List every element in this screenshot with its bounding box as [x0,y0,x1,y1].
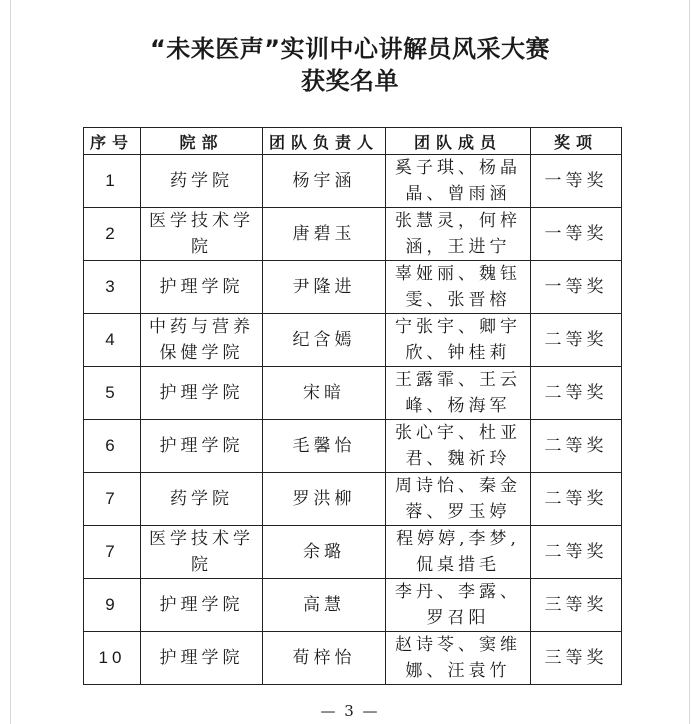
header-team-leader: 团队负责人 [263,128,386,155]
cell-team-members: 王露霏、王云峰、杨海军 [386,367,531,420]
cell-award: 三等奖 [531,579,622,632]
cell-number: 10 [84,632,141,685]
table-row [84,579,622,632]
table-row [84,155,622,208]
document-title: “未来医声”实训中心讲解员风采大赛 [149,35,551,63]
cell-department: 药学院 [141,473,263,526]
header-department: 院部 [141,128,263,155]
cell-award: 二等奖 [531,526,622,579]
table-row [84,632,622,685]
header-award: 奖项 [531,128,622,155]
cell-team-leader: 宋暗 [263,367,386,420]
cell-team-leader: 杨宇涵 [263,155,386,208]
cell-team-members: 宁张宇、卿宇欣、钟桂莉 [386,314,531,367]
cell-department: 中药与营养保健学院 [141,314,263,367]
cell-team-members: 辜娅丽、魏钰雯、张晋榕 [386,261,531,314]
cell-team-members: 周诗怡、秦金蓉、罗玉婷 [386,473,531,526]
cell-number: 3 [84,261,141,314]
cell-number: 7 [84,473,141,526]
cell-department: 护理学院 [141,420,263,473]
cell-number: 1 [84,155,141,208]
header-number: 序号 [84,128,141,155]
cell-team-leader: 罗洪柳 [263,473,386,526]
cell-award: 一等奖 [531,208,622,261]
cell-department: 护理学院 [141,367,263,420]
cell-award: 二等奖 [531,420,622,473]
cell-team-leader: 高慧 [263,579,386,632]
page-number: — 3 — [320,702,380,720]
cell-department: 护理学院 [141,261,263,314]
cell-number: 4 [84,314,141,367]
cell-department: 护理学院 [141,632,263,685]
cell-award: 二等奖 [531,367,622,420]
cell-team-leader: 唐碧玉 [263,208,386,261]
table-row [84,261,622,314]
table-row [84,314,622,367]
table-header-row [84,128,622,155]
award-list-table [83,127,622,685]
cell-team-members: 李丹、李露、罗召阳 [386,579,531,632]
cell-team-members: 奚子琪、杨晶晶、曾雨涵 [386,155,531,208]
cell-team-leader: 毛馨怡 [263,420,386,473]
cell-number: 5 [84,367,141,420]
table-row [84,420,622,473]
cell-award: 一等奖 [531,155,622,208]
cell-department: 护理学院 [141,579,263,632]
cell-team-members: 张慧灵，何梓涵，王进宁 [386,208,531,261]
cell-number: 7 [84,526,141,579]
cell-number: 2 [84,208,141,261]
cell-team-members: 赵诗苓、窦维娜、汪袁竹 [386,632,531,685]
cell-team-leader: 纪含嫣 [263,314,386,367]
cell-team-leader: 余璐 [263,526,386,579]
table-row [84,367,622,420]
cell-number: 9 [84,579,141,632]
cell-department: 药学院 [141,155,263,208]
cell-award: 一等奖 [531,261,622,314]
cell-team-members: 张心宇、杜亚君、魏祈玲 [386,420,531,473]
document-subtitle: 获奖名单 [301,67,399,95]
cell-award: 三等奖 [531,632,622,685]
table-row [84,526,622,579]
cell-award: 二等奖 [531,314,622,367]
cell-number: 6 [84,420,141,473]
cell-award: 二等奖 [531,473,622,526]
cell-department: 医学技术学院 [141,208,263,261]
table-row [84,473,622,526]
cell-department: 医学技术学院 [141,526,263,579]
cell-team-members: 程婷婷,李梦,侃桌措毛 [386,526,531,579]
header-team-members: 团队成员 [386,128,531,155]
cell-team-leader: 尹隆进 [263,261,386,314]
table-row [84,208,622,261]
cell-team-leader: 荀梓怡 [263,632,386,685]
